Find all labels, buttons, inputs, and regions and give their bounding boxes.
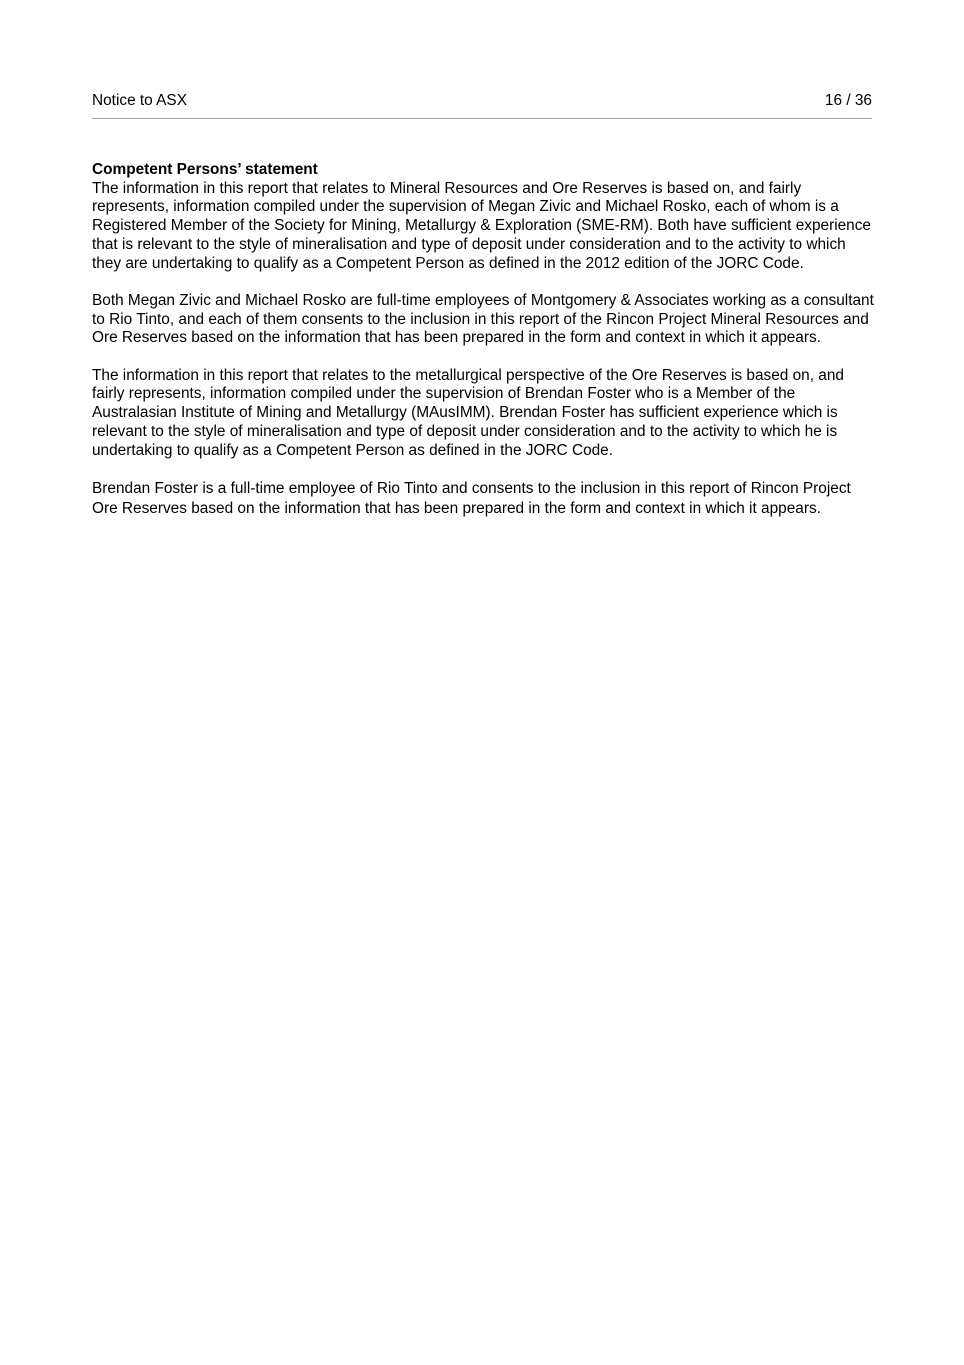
paragraph-3: The information in this report that relates to the metallurgical perspective of the Ore Reserves is based on, and fairly represents, information compiled under the supervision of Brendan Foster who is a Member of the Australasian Institute of Mining and Metallurgy (MAusIMM). Brendan Foster has sufficient experience which is relevant to the style of mineralisation and type of deposit under consideration and to the activity to which he is undertaking to qualify as a Competent Person as defined in the JORC Code. <box>92 366 844 459</box>
section-heading: Competent Persons’ statement <box>92 161 318 178</box>
page-header <box>92 91 872 119</box>
paragraph-1: The information in this report that relates to Mineral Resources and Ore Reserves is based on, and fairly represents, information compiled under the supervision of Megan Zivic and Michael Rosko, each of whom is a Registered Member of the Society for Mining, Metallurgy & Exploration (SME-RM). Both have sufficient experience that is relevant to the style of mineralisation and type of deposit under consideration and to the activity to which they are undertaking to qualify as a Competent Person as defined in the 2012 edition of the JORC Code. <box>92 179 871 272</box>
section-competent-persons <box>92 161 878 538</box>
page-number: 16 / 36 <box>824 92 872 109</box>
paragraph-4: Brendan Foster is a full-time employee of Rio Tinto and consents to the inclusion in this report of Rincon Project Ore Reserves based on the information that has been prepared in the form and context in which it appears. <box>92 479 851 517</box>
paragraph-2: Both Megan Zivic and Michael Rosko are full-time employees of Montgomery & Associates working as a consultant to Rio Tinto, and each of them consents to the inclusion in this report of the Rincon Project Mineral Resources and Ore Reserves based on the information that has been prepared in the form and context in which it appears. <box>92 291 874 347</box>
header-title: Notice to ASX <box>92 92 187 109</box>
